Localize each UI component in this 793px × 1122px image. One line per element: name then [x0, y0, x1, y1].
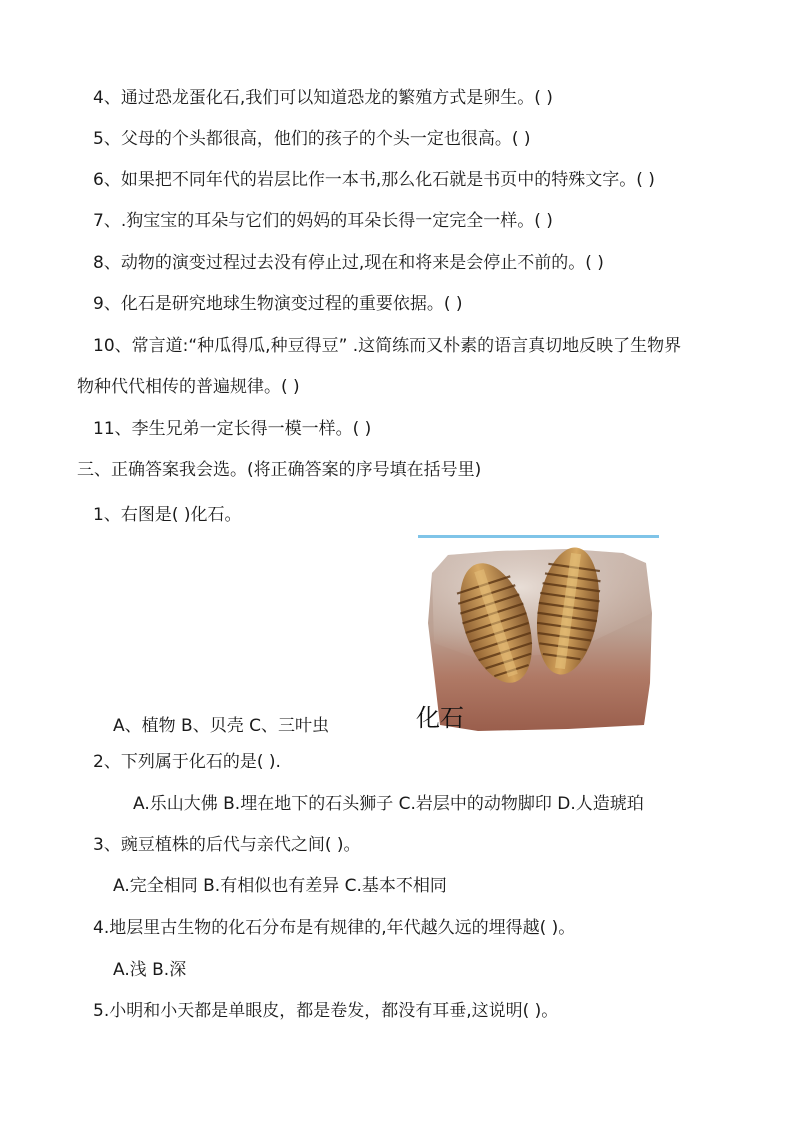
judgement-item-10: 10、常言道:“种瓜得瓜,种豆得豆” .这简练而又朴素的语言真切地反映了生物界: [93, 336, 682, 356]
question-4-stem: 4.地层里古生物的化石分布是有规律的,年代越久远的埋得越( )。: [93, 918, 576, 938]
question-4-options: A.浅 B.深: [113, 960, 187, 980]
question-1-stem: 1、右图是( )化石。: [93, 505, 242, 525]
question-3-options: A.完全相同 B.有相似也有差异 C.基本不相同: [113, 876, 447, 896]
judgement-item-11: 11、李生兄弟一定长得一模一样。( ): [93, 419, 372, 439]
judgement-item-9: 9、化石是研究地球生物演变过程的重要依据。( ): [93, 294, 463, 314]
question-5-stem: 5.小明和小天都是单眼皮，都是卷发，都没有耳垂,这说明( )。: [93, 1001, 559, 1021]
judgement-item-8: 8、动物的演变过程过去没有停止过,现在和将来是会停止不前的。( ): [93, 253, 604, 273]
question-3-stem: 3、豌豆植株的后代与亲代之间( )。: [93, 835, 361, 855]
question-1-options: A、植物 B、贝壳 C、三叶虫: [113, 716, 329, 736]
image-caption: 化石: [416, 704, 464, 732]
judgement-item-5: 5、父母的个头都很高，他们的孩子的个头一定也很高。( ): [93, 129, 531, 149]
judgement-item-10-cont: 物种代代相传的普遍规律。( ): [77, 377, 300, 397]
question-2-stem: 2、下列属于化石的是( ).: [93, 752, 281, 772]
section-heading: 三、正确答案我会选。(将正确答案的序号填在括号里): [77, 460, 482, 480]
judgement-item-7: 7、.狗宝宝的耳朵与它们的妈妈的耳朵长得一定完全一样。( ): [93, 211, 553, 231]
judgement-item-4: 4、通过恐龙蛋化石,我们可以知道恐龙的繁殖方式是卵生。( ): [93, 88, 553, 108]
judgement-item-6: 6、如果把不同年代的岩层比作一本书,那么化石就是书页中的特殊文字。( ): [93, 170, 655, 190]
question-2-options: A.乐山大佛 B.埋在地下的石头狮子 C.岩层中的动物脚印 D.人造琥珀: [133, 794, 644, 814]
